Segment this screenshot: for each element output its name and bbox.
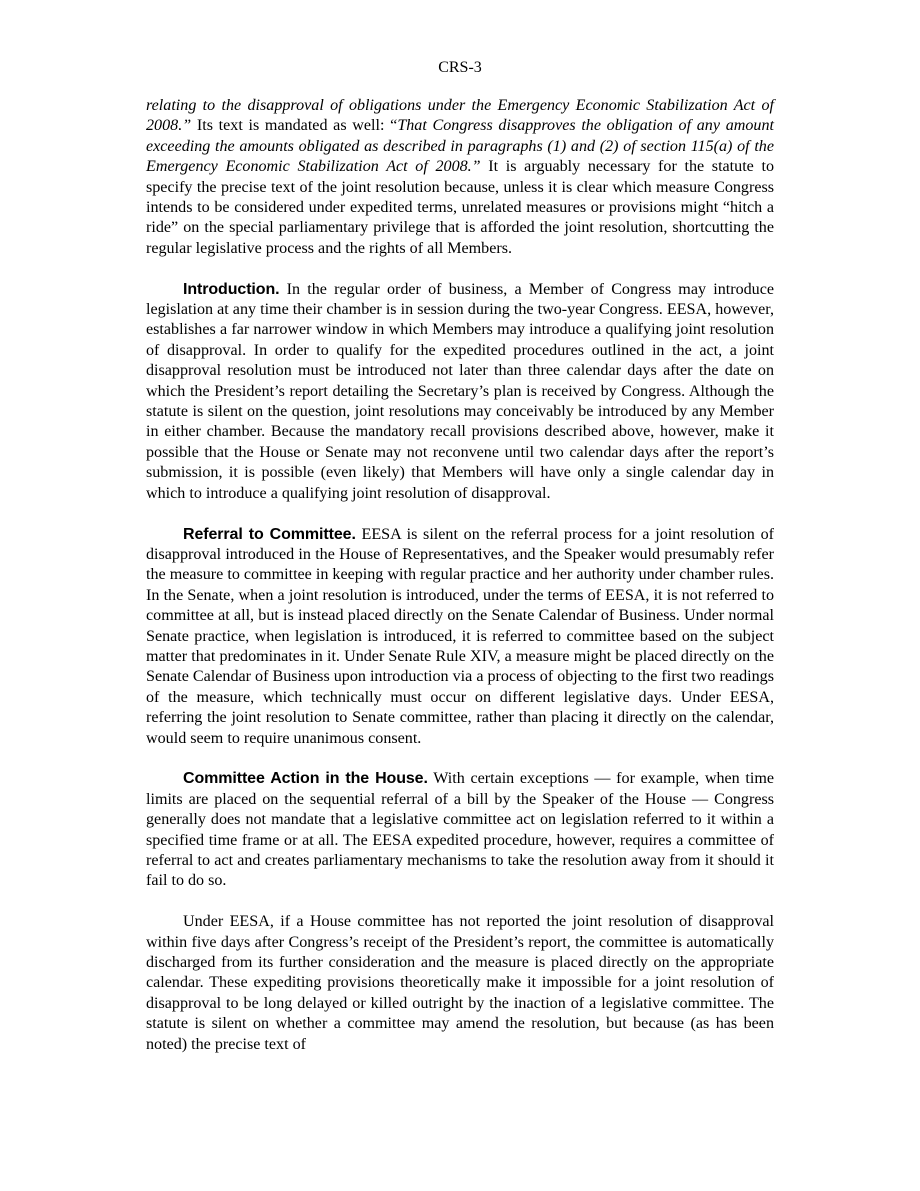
section-heading-referral: Referral to Committee. [183,525,356,543]
italic-resolution-quote: That Congress disapproves the obligation of any amount exceeding the amounts obligated as described in paragraphs (1) and (2) of section 115(a) of the Emergency Economic Stabilization Act of 2008.” [146,117,774,176]
document-body [146,96,774,1075]
paragraph-text: It is arguably necessary for the statute to specify the precise text of the joint resolution because, unless it is clear which measure Congress intends to be considered under expedited terms, unrelated measures or provisions might “hitch a ride” on the special parliamentary privilege that is afforded the joint resolution, shortcutting the regular legislative process and the rights of all Members. [146,158,774,257]
paragraph-house-discharge [146,912,774,1055]
italic-resolution-title: relating to the disapproval of obligations under the Emergency Economic Stabilization Act of 2008.” [146,97,774,135]
paragraph-text: Under EESA, if a House committee has not reported the joint resolution of disapproval within five days after Congress’s receipt of the President’s report, the committee is automatically discharged from its further consideration and the measure is placed directly on the appropriate calendar. These expediting provisions theoretically make it impossible for a joint resolution of disapproval to be long delayed or killed outright by the inaction of a legislative committee. The statute is silent on whether a committee may amend the resolution, but because (as has been noted) the precise text of [146,913,774,1053]
paragraph-resolution-text [146,96,774,259]
paragraph-text: EESA is silent on the referral process for a joint resolution of disapproval introduced in the House of Representatives, and the Speaker would presumably refer the measure to committee in keeping with regular practice and her authority under chamber rules. In the Senate, when a joint resolution is introduced, under the terms of EESA, it is not referred to committee at all, but is instead placed directly on the Senate Calendar of Business. Under normal Senate practice, when legislation is introduced, it is referred to committee based on the subject matter that predominates in it. Under Senate Rule XIV, a measure might be placed directly on the Senate Calendar of Business upon introduction via a process of objecting to the first two readings of the measure, which technically must occur on different legislative days. Under EESA, referring the joint resolution to Senate committee, rather than placing it directly on the calendar, would seem to require unanimous consent. [146,525,774,747]
paragraph-text: In the regular order of business, a Member of Congress may introduce legislation at any time their chamber is in session during the two-year Congress. EESA, however, establishes a far narrower window in which Members may introduce a qualifying joint resolution of disapproval. In order to qualify for the expedited procedures outlined in the act, a joint disapproval resolution must be introduced not later than three calendar days after the date on which the President’s report detailing the Secretary’s plan is received by Congress. Although the statute is silent on the question, joint resolutions may conceivably be introduced by any Member in either chamber. Because the mandatory recall provisions described above, however, make it possible that the House or Senate may not reconvene until two calendar days after the report’s submission, it is possible (even likely) that Members will have only a single calendar day in which to introduce a qualifying joint resolution of disapproval. [146,280,774,502]
section-heading-introduction: Introduction. [183,280,280,298]
paragraph-text: With certain exceptions — for example, when time limits are placed on the sequential referral of a bill by the Speaker of the House — Congress generally does not mandate that a legislative committee act on legislation referred to it within a specified time frame or at all. The EESA expedited procedure, however, requires a committee of referral to act and creates parliamentary mechanisms to take the resolution away from it should it fail to do so. [146,770,774,890]
paragraph-committee-action-house [146,769,774,891]
paragraph-introduction [146,280,774,504]
section-heading-committee-action: Committee Action in the House. [183,770,428,788]
paragraph-referral-to-committee [146,525,774,749]
paragraph-text: Its text is mandated as well: “ [191,117,398,135]
page-number-header: CRS-3 [438,59,482,76]
